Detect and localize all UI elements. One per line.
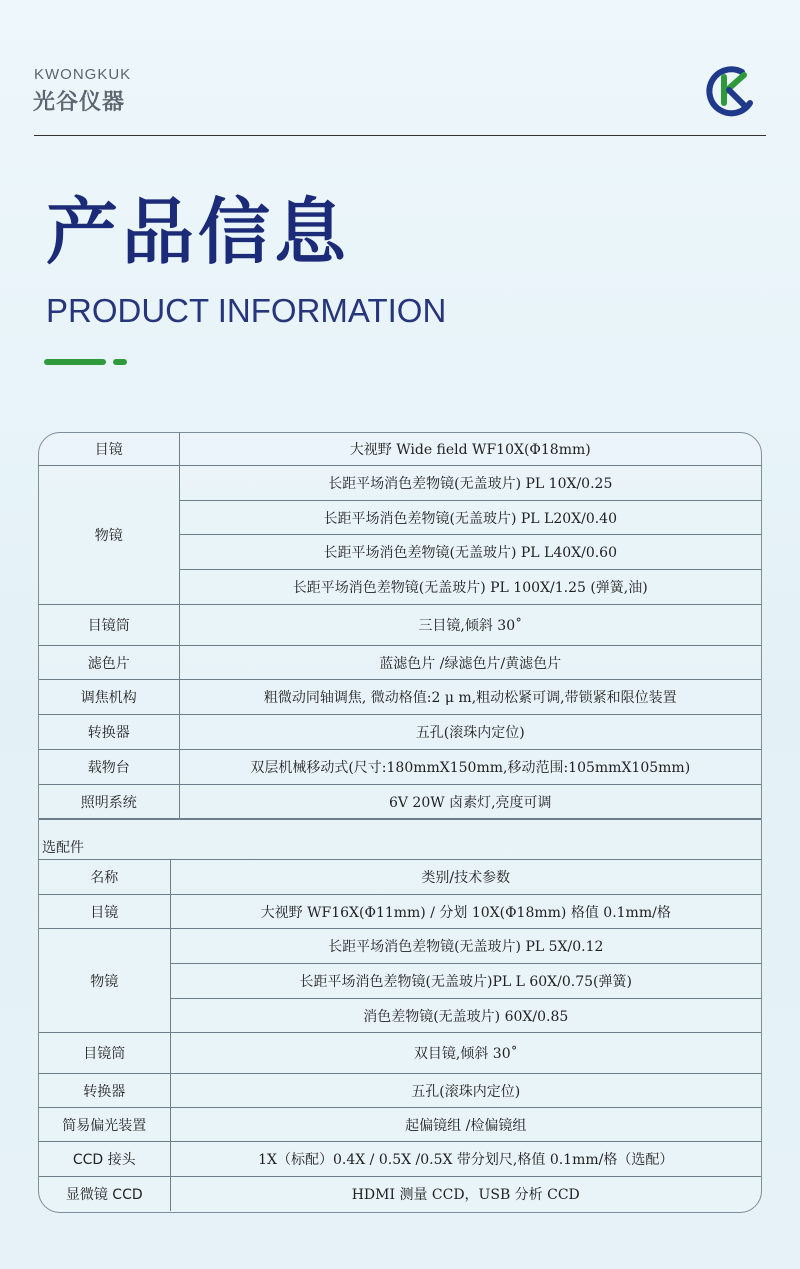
table-row	[39, 785, 761, 819]
spec-value: 长距平场消色差物镜(无盖玻片) PL 5X/0.12	[170, 929, 761, 964]
spec-label: 转换器	[39, 1074, 170, 1108]
spec-label: CCD 接头	[39, 1142, 170, 1177]
header-divider	[34, 135, 766, 136]
table-row	[39, 1142, 761, 1177]
standard-spec-table	[39, 433, 761, 819]
spec-value: 蓝滤色片 /绿滤色片/黄滤色片	[179, 646, 761, 680]
spec-label: 显微镜 CCD	[39, 1177, 170, 1212]
optional-section-title: 选配件	[39, 820, 761, 860]
spec-value: 三目镜,倾斜 30˚	[179, 605, 761, 646]
brand-name-cn: 光谷仪器	[33, 90, 126, 115]
spec-value: 6V 20W 卤素灯,亮度可调	[179, 785, 761, 819]
spec-label: 照明系统	[39, 785, 179, 819]
kwongkuk-logo-icon	[702, 63, 758, 119]
spec-label: 物镜	[39, 929, 170, 1033]
spec-value: 粗微动同轴调焦, 微动格值:2 μ m,粗动松紧可调,带锁紧和限位装置	[179, 680, 761, 715]
spec-value: 1X（标配）0.4X / 0.5X /0.5X 带分划尺,格值 0.1mm/格（选配）	[170, 1142, 761, 1177]
spec-value: 长距平场消色差物镜(无盖玻片) PL L20X/0.40	[179, 501, 761, 535]
table-row	[39, 1074, 761, 1108]
spec-label: 目镜筒	[39, 605, 179, 646]
column-header-param: 类别/技术参数	[170, 860, 761, 895]
spec-value: 起偏镜组 /检偏镜组	[170, 1108, 761, 1142]
page-title-en: PRODUCT INFORMATION	[46, 292, 447, 329]
spec-value: HDMI 测量 CCD，USB 分析 CCD	[170, 1177, 761, 1212]
spec-label: 简易偏光装置	[39, 1108, 170, 1142]
column-header-name: 名称	[39, 860, 170, 895]
table-row	[39, 433, 761, 466]
spec-value: 大视野 Wide field WF10X(Φ18mm)	[179, 433, 761, 466]
spec-label: 物镜	[39, 466, 179, 605]
table-row	[39, 1177, 761, 1212]
spec-value: 长距平场消色差物镜(无盖玻片) PL 100X/1.25 (弹簧,油)	[179, 570, 761, 605]
spec-value: 五孔(滚珠内定位)	[170, 1074, 761, 1108]
spec-label: 目镜	[39, 433, 179, 466]
brand-name-en: KWONGKUK	[34, 66, 132, 83]
table-row	[39, 680, 761, 715]
spec-label: 转换器	[39, 715, 179, 750]
spec-value: 双层机械移动式(尺寸:180mmX150mm,移动范围:105mmX105mm)	[179, 750, 761, 785]
table-row	[39, 929, 761, 964]
spec-label: 滤色片	[39, 646, 179, 680]
spec-label: 调焦机构	[39, 680, 179, 715]
accent-bar-short	[113, 359, 127, 365]
table-row	[39, 1033, 761, 1074]
table-row	[39, 1108, 761, 1142]
table-row	[39, 646, 761, 680]
spec-value: 长距平场消色差物镜(无盖玻片) PL 10X/0.25	[179, 466, 761, 501]
spec-label: 载物台	[39, 750, 179, 785]
spec-label: 目镜	[39, 895, 170, 929]
optional-spec-table	[39, 819, 761, 1211]
spec-value: 双目镜,倾斜 30˚	[170, 1033, 761, 1074]
table-row	[39, 605, 761, 646]
section-row	[39, 820, 761, 860]
table-row	[39, 750, 761, 785]
table-header-row	[39, 860, 761, 895]
table-row	[39, 466, 761, 501]
page-title-cn: 产品信息	[46, 190, 351, 274]
spec-value: 大视野 WF16X(Φ11mm) / 分划 10X(Φ18mm) 格值 0.1mm/格	[170, 895, 761, 929]
table-row	[39, 895, 761, 929]
spec-label: 目镜筒	[39, 1033, 170, 1074]
spec-value: 五孔(滚珠内定位)	[179, 715, 761, 750]
accent-bar-long	[44, 359, 106, 365]
table-row	[39, 715, 761, 750]
spec-table	[38, 432, 762, 1213]
spec-value: 消色差物镜(无盖玻片) 60X/0.85	[170, 999, 761, 1033]
spec-value: 长距平场消色差物镜(无盖玻片) PL L40X/0.60	[179, 535, 761, 570]
spec-value: 长距平场消色差物镜(无盖玻片)PL L 60X/0.75(弹簧)	[170, 964, 761, 999]
